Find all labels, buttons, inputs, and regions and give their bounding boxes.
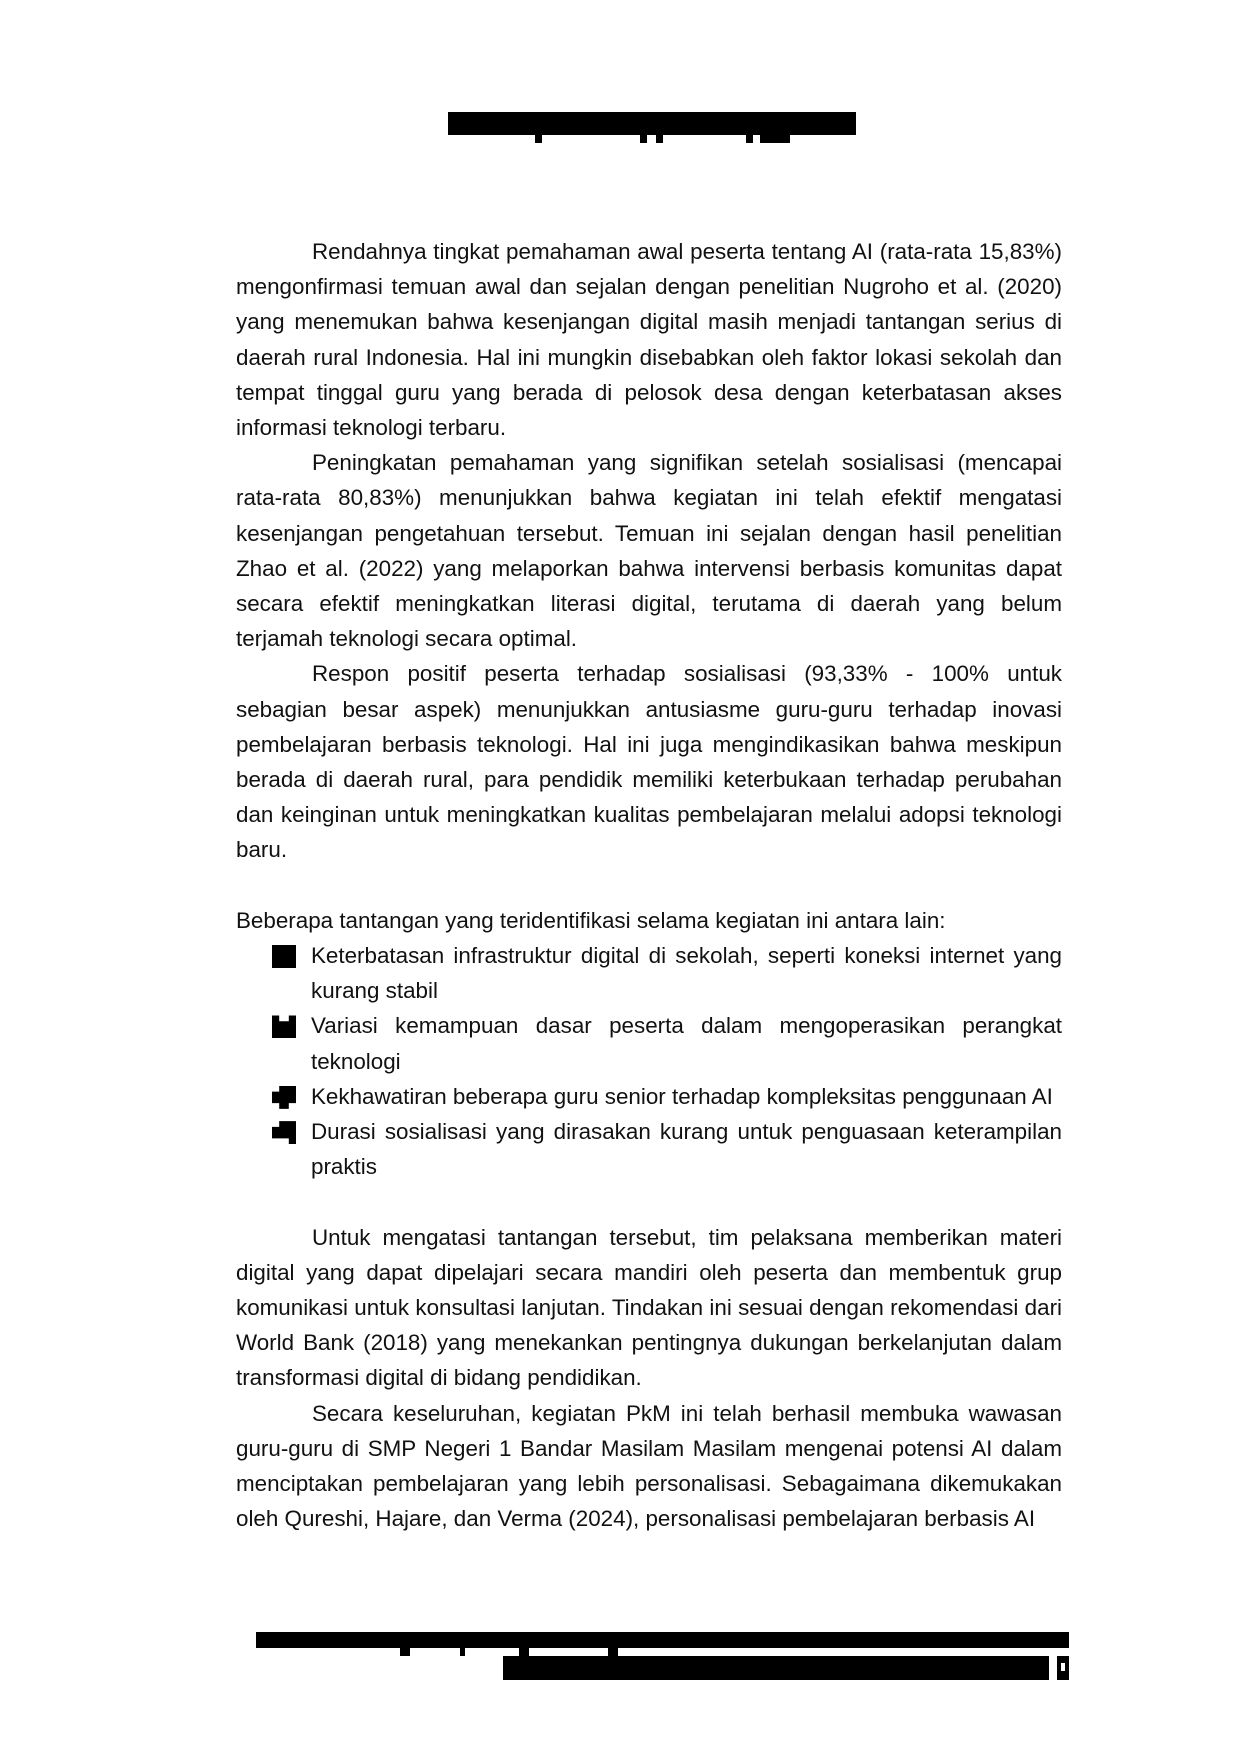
bullet-icon: [272, 945, 296, 968]
footer-journal-info-redacted: [503, 1656, 1049, 1680]
bullet-icon: [272, 1086, 296, 1109]
list-item: [236, 1008, 1062, 1078]
challenges-list: [236, 938, 1062, 1184]
running-header-redacted: [448, 112, 856, 135]
paragraph: Secara keseluruhan, kegiatan PkM ini telah berhasil membuka wawasan guru-guru di SMP Negeri 1 Bandar Masilam Masilam mengenai potensi AI dalam menciptakan pembelajaran yang lebih personalisasi. Sebagaimana dikemukakan oleh Qureshi, Hajare, dan Verma (2024), personalisasi pembelajaran berbasis AI: [236, 1400, 1062, 1532]
running-header-redacted-tick: [760, 135, 790, 143]
running-header-redacted-tick: [746, 135, 753, 143]
bullet-icon: [272, 1015, 296, 1038]
list-item-text: Variasi kemampuan dasar peserta dalam mengoperasikan perangkat teknologi: [311, 1013, 1062, 1074]
blank-line: [236, 868, 1062, 903]
footer-rule-tick: [460, 1648, 465, 1656]
page-body: [236, 234, 1062, 1536]
list-item-text: Keterbatasan infrastruktur digital di sekolah, seperti koneksi internet yang kurang stabil: [311, 943, 1062, 1004]
footer-rule-tick: [400, 1648, 410, 1656]
list-item: [236, 1114, 1062, 1184]
bullet-icon: [272, 1121, 296, 1144]
paragraph: Untuk mengatasi tantangan tersebut, tim pelaksana memberikan materi digital yang dapat dipelajari secara mandiri oleh peserta dan membentuk grup komunikasi untuk konsultasi lanjutan. Tindakan ini sesuai dengan rekomendasi dari World Bank (2018) yang menekankan pentingnya dukungan berkelanjutan dalam transformasi digital di bidang pendidikan.: [236, 1224, 1062, 1391]
running-header-redacted-tick: [656, 135, 663, 143]
list-item: [236, 938, 1062, 1008]
list-item-text: Kekhawatiran beberapa guru senior terhadap kompleksitas penggunaan AI: [311, 1083, 1053, 1109]
list-item: [236, 1079, 1062, 1114]
running-header-redacted-tick: [640, 135, 647, 143]
footer-rule-redacted: [256, 1632, 1069, 1648]
paragraph: Respon positif peserta terhadap sosialisasi (93,33% - 100% untuk sebagian besar aspek) menunjukkan antusiasme guru-guru terhadap inovasi pembelajaran berbasis teknologi. Hal ini juga mengindikasikan bahwa meskipun berada di daerah rural, para pendidik memiliki keterbukaan terhadap perubahan dan keinginan untuk meningkatkan kualitas pembelajaran melalui adopsi teknologi baru.: [236, 661, 1062, 863]
footer-rule-tick: [519, 1648, 529, 1656]
list-item-text: Durasi sosialisasi yang dirasakan kurang untuk penguasaan keterampilan praktis: [311, 1119, 1062, 1180]
paragraph: Rendahnya tingkat pemahaman awal peserta tentang AI (rata-rata 15,83%) mengonfirmasi temuan awal dan sejalan dengan penelitian Nugroho et al. (2020) yang menemukan bahwa kesenjangan digital masih menjadi tantangan serius di daerah rural Indonesia. Hal ini mungkin disebabkan oleh faktor lokasi sekolah dan tempat tinggal guru yang berada di pelosok desa dengan keterbatasan akses informasi teknologi terbaru.: [236, 239, 1062, 441]
challenges-lead: Beberapa tantangan yang teridentifikasi selama kegiatan ini antara lain:: [236, 907, 946, 933]
footer-rule-tick: [608, 1648, 618, 1656]
blank-line: [236, 1184, 1062, 1219]
paragraph: Peningkatan pemahaman yang signifikan setelah sosialisasi (mencapai rata-rata 80,83%) menunjukkan bahwa kegiatan ini telah efektif mengatasi kesenjangan pengetahuan tersebut. Temuan ini sejalan dengan hasil penelitian Zhao et al. (2022) yang melaporkan bahwa intervensi berbasis komunitas dapat secara efektif meningkatkan literasi digital, terutama di daerah yang belum terjamah teknologi secara optimal.: [236, 450, 1062, 652]
running-header-redacted-tick: [535, 135, 542, 143]
footer-page-number-inner: [1061, 1663, 1065, 1671]
